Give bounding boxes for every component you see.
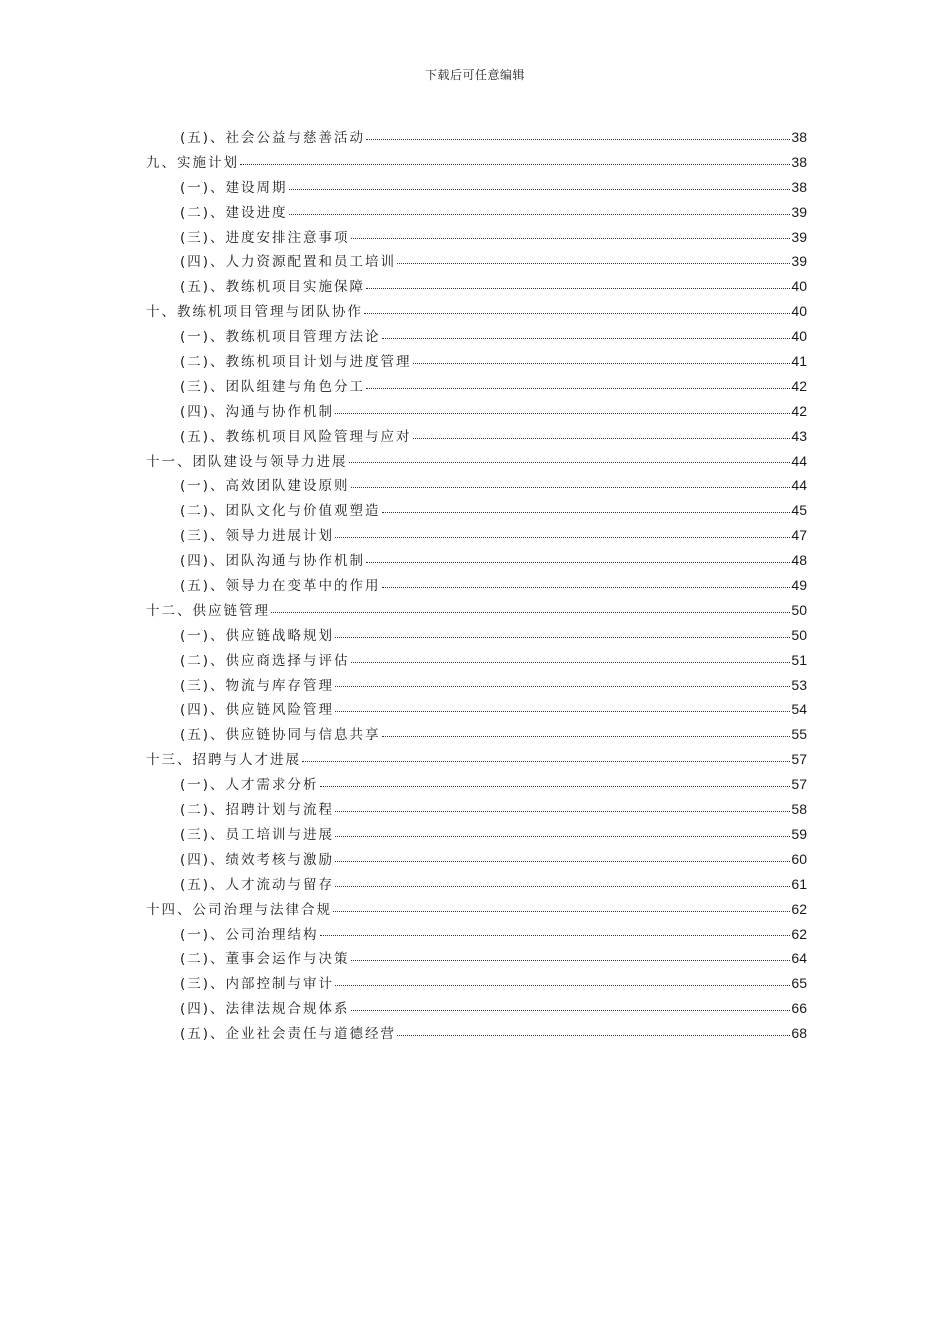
toc-entry-title: 十三、招聘与人才进展 — [146, 752, 301, 769]
toc-entry-title: (二)、招聘计划与流程 — [180, 802, 335, 819]
toc-section-entry[interactable] — [146, 648, 807, 673]
toc-page-number: 38 — [791, 153, 807, 170]
toc-page-number: 62 — [791, 925, 807, 942]
toc-entry-title: (三)、领导力进展计划 — [180, 528, 335, 545]
toc-section-entry[interactable] — [146, 623, 807, 648]
toc-dot-leader — [351, 237, 791, 239]
toc-page-number: 45 — [791, 502, 807, 519]
toc-page-number: 48 — [791, 552, 807, 569]
toc-entry-title: (二)、团队文化与价值观塑造 — [180, 503, 381, 520]
toc-entry-title: (一)、供应链战略规划 — [180, 627, 335, 644]
toc-entry-title: 十、教练机项目管理与团队协作 — [146, 304, 363, 321]
toc-page-number: 39 — [791, 203, 807, 220]
toc-entry-title: (三)、团队组建与角色分工 — [180, 378, 366, 395]
toc-dot-leader — [289, 213, 791, 215]
toc-section-entry[interactable] — [146, 697, 807, 722]
toc-section-entry[interactable] — [146, 922, 807, 947]
toc-dot-leader — [351, 661, 791, 663]
toc-section-entry[interactable] — [146, 822, 807, 847]
toc-dot-leader — [335, 536, 790, 538]
toc-section-entry[interactable] — [146, 473, 807, 498]
toc-section-entry[interactable] — [146, 424, 807, 449]
toc-entry-title: (二)、供应商选择与评估 — [180, 652, 350, 669]
toc-chapter-entry[interactable] — [146, 449, 807, 474]
toc-section-entry[interactable] — [146, 772, 807, 797]
toc-dot-leader — [366, 138, 790, 140]
toc-entry-title: 十四、公司治理与法律合规 — [146, 901, 332, 918]
toc-page-number: 62 — [791, 900, 807, 917]
toc-section-entry[interactable] — [146, 374, 807, 399]
toc-dot-leader — [240, 163, 790, 165]
page-header: 下载后可任意编辑 — [424, 68, 525, 82]
toc-page-number: 53 — [791, 676, 807, 693]
toc-section-entry[interactable] — [146, 996, 807, 1021]
toc-dot-leader — [366, 287, 790, 289]
toc-dot-leader — [382, 586, 791, 588]
toc-page-number: 42 — [791, 402, 807, 419]
toc-page-number: 40 — [791, 303, 807, 320]
toc-dot-leader — [289, 188, 791, 190]
toc-page-number: 44 — [791, 452, 807, 469]
toc-page-number: 50 — [791, 601, 807, 618]
toc-dot-leader — [351, 486, 791, 488]
toc-dot-leader — [335, 810, 790, 812]
toc-entry-title: (四)、沟通与协作机制 — [180, 403, 335, 420]
toc-page-number: 54 — [791, 701, 807, 718]
toc-entry-title: 九、实施计划 — [146, 154, 239, 171]
toc-section-entry[interactable] — [146, 274, 807, 299]
toc-entry-title: (五)、教练机项目实施保障 — [180, 279, 366, 296]
toc-entry-title: (三)、进度安排注意事项 — [180, 229, 350, 246]
toc-section-entry[interactable] — [146, 971, 807, 996]
toc-page-number: 38 — [791, 178, 807, 195]
toc-entry-title: (五)、领导力在变革中的作用 — [180, 578, 381, 595]
toc-entry-title: 十一、团队建设与领导力进展 — [146, 453, 348, 470]
toc-entry-title: (五)、供应链协同与信息共享 — [180, 727, 381, 744]
toc-dot-leader — [271, 611, 790, 613]
toc-dot-leader — [333, 910, 790, 912]
toc-dot-leader — [335, 685, 790, 687]
toc-dot-leader — [335, 984, 790, 986]
toc-page-number: 64 — [791, 950, 807, 967]
toc-page-number: 40 — [791, 278, 807, 295]
toc-entry-title: (三)、员工培训与进展 — [180, 826, 335, 843]
toc-section-entry[interactable] — [146, 523, 807, 548]
toc-entry-title: (二)、董事会运作与决策 — [180, 951, 350, 968]
toc-entry-title: (三)、内部控制与审计 — [180, 976, 335, 993]
toc-dot-leader — [366, 561, 790, 563]
toc-page-number: 57 — [791, 751, 807, 768]
toc-section-entry[interactable] — [146, 399, 807, 424]
toc-dot-leader — [320, 934, 791, 936]
toc-entry-title: (二)、教练机项目计划与进度管理 — [180, 354, 412, 371]
toc-entry-title: (一)、教练机项目管理方法论 — [180, 329, 381, 346]
toc-chapter-entry[interactable] — [146, 897, 807, 922]
toc-chapter-entry[interactable] — [146, 150, 807, 175]
toc-dot-leader — [364, 312, 790, 314]
toc-dot-leader — [335, 885, 790, 887]
toc-entry-title: (一)、高效团队建设原则 — [180, 478, 350, 495]
toc-entry-title: (二)、建设进度 — [180, 204, 288, 221]
toc-dot-leader — [335, 835, 790, 837]
toc-entry-title: (五)、教练机项目风险管理与应对 — [180, 428, 412, 445]
toc-page-number: 59 — [791, 825, 807, 842]
toc-page-number: 55 — [791, 726, 807, 743]
toc-entry-title: (五)、社会公益与慈善活动 — [180, 130, 366, 146]
toc-entry-title: (一)、人才需求分析 — [180, 777, 319, 794]
toc-page-number: 42 — [791, 377, 807, 394]
toc-section-entry[interactable] — [146, 324, 807, 349]
toc-dot-leader — [335, 636, 790, 638]
toc-section-entry[interactable] — [146, 125, 807, 150]
toc-section-entry[interactable] — [146, 573, 807, 598]
toc-dot-leader — [397, 1034, 790, 1036]
toc-section-entry[interactable] — [146, 249, 807, 274]
toc-dot-leader — [302, 760, 790, 762]
toc-dot-leader — [413, 362, 791, 364]
toc-dot-leader — [382, 511, 791, 513]
toc-chapter-entry[interactable] — [146, 598, 807, 623]
toc-page-number: 58 — [791, 801, 807, 818]
toc-entry-title: (四)、人力资源配置和员工培训 — [180, 254, 397, 271]
toc-dot-leader — [349, 461, 791, 463]
toc-section-entry[interactable] — [146, 946, 807, 971]
toc-page-number: 47 — [791, 527, 807, 544]
toc-page-number: 38 — [791, 129, 807, 145]
toc-page-number: 39 — [791, 228, 807, 245]
toc-page-number: 39 — [791, 253, 807, 270]
toc-section-entry[interactable] — [146, 225, 807, 250]
toc-entry-title: (五)、企业社会责任与道德经营 — [180, 1026, 397, 1043]
toc-section-entry[interactable] — [146, 847, 807, 872]
toc-dot-leader — [413, 437, 791, 439]
toc-dot-leader — [382, 735, 791, 737]
toc-entry-title: (三)、物流与库存管理 — [180, 677, 335, 694]
toc-section-entry[interactable] — [146, 673, 807, 698]
toc-page-number: 44 — [791, 477, 807, 494]
toc-page-number: 61 — [791, 875, 807, 892]
toc-entry-title: (四)、法律法规合规体系 — [180, 1001, 350, 1018]
toc-page-number: 68 — [791, 1025, 807, 1042]
toc-page-number: 57 — [791, 776, 807, 793]
toc-page-number: 43 — [791, 427, 807, 444]
toc-entry-title: (四)、供应链风险管理 — [180, 702, 335, 719]
toc-page-number: 60 — [791, 850, 807, 867]
toc-section-entry[interactable] — [146, 498, 807, 523]
toc-dot-leader — [351, 959, 791, 961]
toc-section-entry[interactable] — [146, 548, 807, 573]
toc-dot-leader — [335, 710, 790, 712]
toc-section-entry[interactable] — [146, 872, 807, 897]
toc-page-number: 41 — [791, 353, 807, 370]
toc-entry-title: (一)、公司治理结构 — [180, 926, 319, 943]
toc-section-entry[interactable] — [146, 797, 807, 822]
toc-chapter-entry[interactable] — [146, 747, 807, 772]
toc-section-entry[interactable] — [146, 349, 807, 374]
toc-page-number: 40 — [791, 328, 807, 345]
toc-section-entry[interactable] — [146, 200, 807, 225]
table-of-contents — [146, 125, 807, 1046]
toc-dot-leader — [351, 1009, 791, 1011]
toc-section-entry[interactable] — [146, 722, 807, 747]
toc-dot-leader — [320, 785, 791, 787]
toc-page-number: 50 — [791, 626, 807, 643]
toc-entry-title: 十二、供应链管理 — [146, 602, 270, 619]
toc-page-number: 65 — [791, 975, 807, 992]
toc-section-entry[interactable] — [146, 175, 807, 200]
toc-page-number: 51 — [791, 651, 807, 668]
toc-dot-leader — [335, 860, 790, 862]
toc-entry-title: (五)、人才流动与留存 — [180, 876, 335, 893]
toc-dot-leader — [366, 387, 790, 389]
toc-entry-title: (四)、绩效考核与激励 — [180, 851, 335, 868]
toc-page-number: 66 — [791, 1000, 807, 1017]
toc-dot-leader — [397, 262, 790, 264]
toc-chapter-entry[interactable] — [146, 299, 807, 324]
toc-entry-title: (四)、团队沟通与协作机制 — [180, 553, 366, 570]
toc-dot-leader — [382, 337, 791, 339]
toc-entry-title: (一)、建设周期 — [180, 179, 288, 196]
toc-section-entry[interactable] — [146, 1021, 807, 1046]
toc-dot-leader — [335, 412, 790, 414]
toc-page-number: 49 — [791, 577, 807, 594]
